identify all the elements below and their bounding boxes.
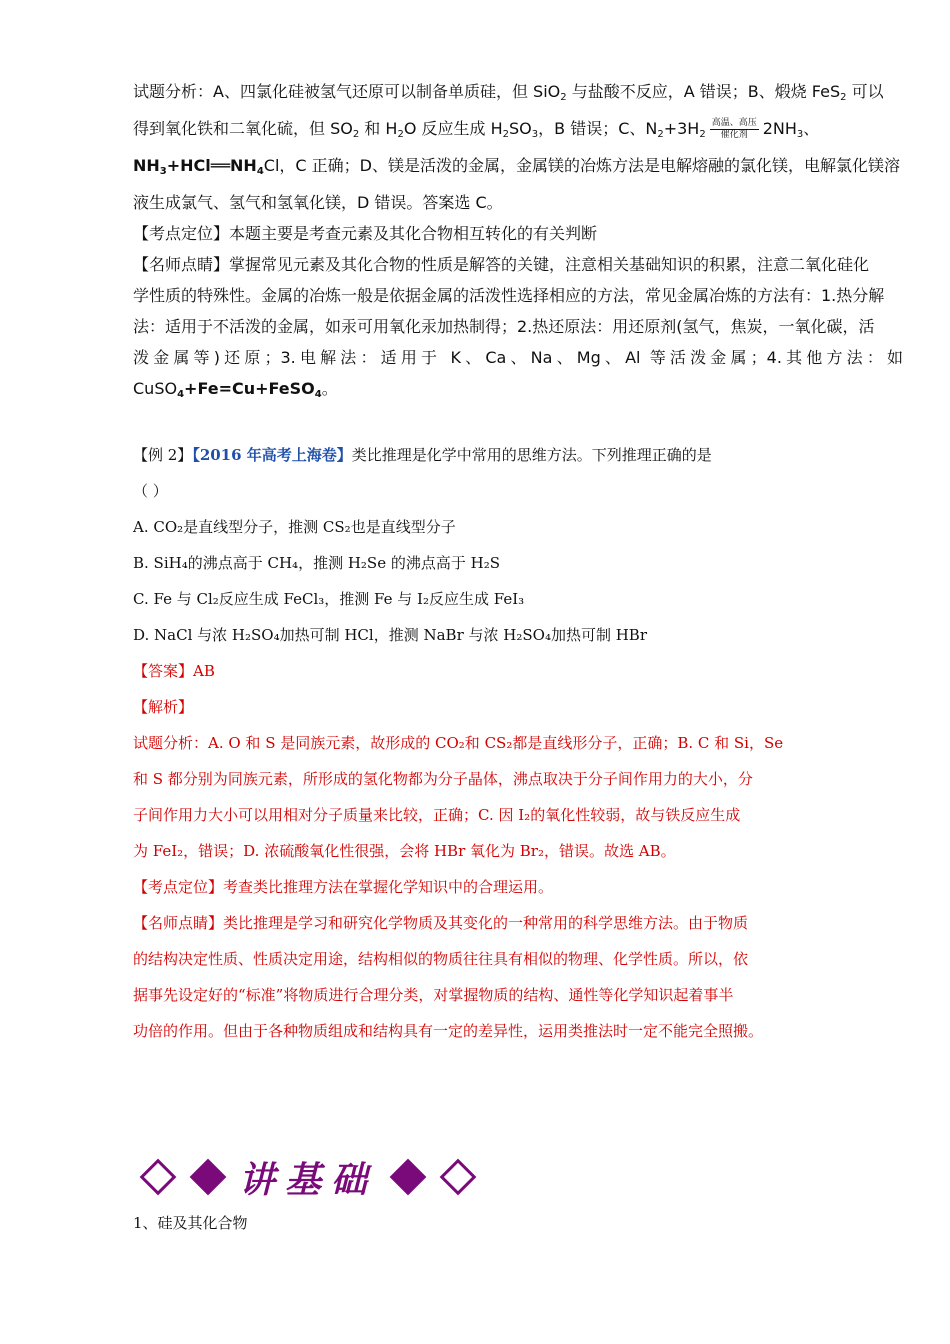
mingshi-2-line-4: 功倍的作用。但由于各种物质组成和结构具有一定的差异性，运用类推法时一定不能完全照搬。 (133, 1022, 764, 1040)
hollow-diamond-icon (140, 1159, 177, 1196)
mingshi-1-line-3: 法：适用于不活泼的金属，如汞可用氧化汞加热制得；2.热还原法：用还原剂(氢气，焦炭，一氧化碳，活 (133, 317, 875, 336)
option-d: D. NaCl 与浓 H₂SO₄加热可制 HCl，推测 NaBr 与浓 H₂SO₄加热可制 HBr (133, 626, 648, 644)
kaodian-1: 【考点定位】本题主要是考查元素及其化合物相互转化的有关判断 (133, 224, 598, 243)
kaodian-2: 【考点定位】考查类比推理方法在掌握化学知识中的合理运用。 (133, 878, 554, 896)
mingshi-1-line-4: 泼金属等)还原；3.电解法：适用于 K、Ca、Na、Mg、Al 等活泼金属；4.其他方法：如 CuSO$_4$+Fe=Cu+FeSO$_4$。 (133, 348, 903, 400)
source-tag: 【2016 年高考上海卷】 (192, 446, 352, 464)
example-2-header: 【例 2】【2016 年高考上海卷】类比推理是化学中常用的思维方法。下列推理正确的是 (133, 446, 712, 464)
option-b: B. SiH₄的沸点高于 CH₄，推测 H₂Se 的沸点高于 H₂S (133, 554, 500, 572)
mingshi-2-line-1: 【名师点睛】类比推理是学习和研究化学物质及其变化的一种常用的科学思维方法。由于物质 (133, 914, 749, 932)
section-title: 讲基础 (239, 1158, 378, 1201)
mingshi-1-line-2: 学性质的特殊性。金属的冶炼一般是依据金属的活泼性选择相应的方法，常见金属冶炼的方法有：1.热分解 (133, 286, 885, 305)
example-2-block (133, 437, 833, 1049)
answer: 【答案】AB (133, 662, 215, 680)
analysis-line-4: 液生成氯气、氢气和氢氧化镁，D 错误。答案选 C。 (133, 193, 503, 212)
filled-diamond-icon (390, 1159, 427, 1196)
option-a: A. CO₂是直线型分子，推测 CS₂也是直线型分子 (133, 518, 456, 536)
jiexi-body: 试题分析：A. O 和 S 是同族元素，故形成的 CO₂和 CS₂都是直线形分子，正确；B. C 和 Si，Se 和 S 都分别为同族元素，所形成的氢化物都为分子晶体，沸点取决于分子间作用力的大小，分 子间作用力大小可以用相对分子质量来比较，正确；C. 因 I₂的氧化性较弱，故与铁反应生成 为 FeI₂，错误；D. 浓硫酸氧化性很强，会将 HBr 氧化为 Br₂，错误。故选 AB。 【考点定位】考查类比推理方法在掌握化学知识中的合理运用。 【名师点睛】类比推理是学习和研究化学物质及其变化的一种常用的科学思维方法。由于物质 的结构决定性质、性质决定用途，结构相似的物质往往具有相似的物理、化学性质。所以，依 据事先设定好的“标准”将物质进行合理分类，对掌握物质的结构、通性等化学知识起着事半 功倍的作用。但由于各种物质组成和结构具有一定的差异性，运用类推法时一定不能完全照搬。 (133, 725, 833, 1049)
hollow-diamond-icon (440, 1159, 477, 1196)
jiexi-label: 【解析】 (133, 698, 194, 716)
mingshi-1-line-1: 【名师点睛】掌握常见元素及其化合物的性质是解答的关键，注意相关基础知识的积累，注意二氧化硅化 (133, 255, 870, 274)
answer-paren: （ ） (133, 482, 168, 500)
analysis-line-3: $NH_3+HCl══NH_4Cl$，C 正确；D、镁是活泼的金属，金属镁的冶炼方法是电解熔融的氯化镁，电解氯化镁溶 (133, 156, 900, 177)
analysis-line-2: 得到氧化铁和二氧化硫，但 $SO_2$ 和 $H_2O$ 反应生成 $H_2SO_3$，B 错误；C、$N_2+3H_2$ $\frac{\text{高温、高压}}{\text{催化剂}}$ $2NH_3$、 (133, 118, 820, 140)
reaction-condition: $\frac{\text{高温、高压}}{\text{催化剂}}$ (711, 118, 757, 140)
mingshi-2-line-3: 据事先设定好的“标准”将物质进行合理分类，对掌握物质的结构、通性等化学知识起着事半 (133, 986, 734, 1004)
section-header (133, 1152, 483, 1202)
item-1-heading: 1、硅及其化合物 (133, 1214, 248, 1232)
analysis-block-1 (133, 76, 903, 410)
filled-diamond-icon (190, 1159, 227, 1196)
analysis-line-1: 试题分析：A、四氯化硅被氢气还原可以制备单质硅，但 SiO$_2$ 与盐酸不反应，A 错误；B、煅烧 FeS$_2$ 可以 (133, 82, 884, 103)
option-c: C. Fe 与 Cl₂反应生成 FeCl₃，推测 Fe 与 I₂反应生成 FeI₃ (133, 590, 525, 608)
mingshi-2-line-2: 的结构决定性质、性质决定用途，结构相似的物质往往具有相似的物理、化学性质。所以，依 (133, 950, 749, 968)
